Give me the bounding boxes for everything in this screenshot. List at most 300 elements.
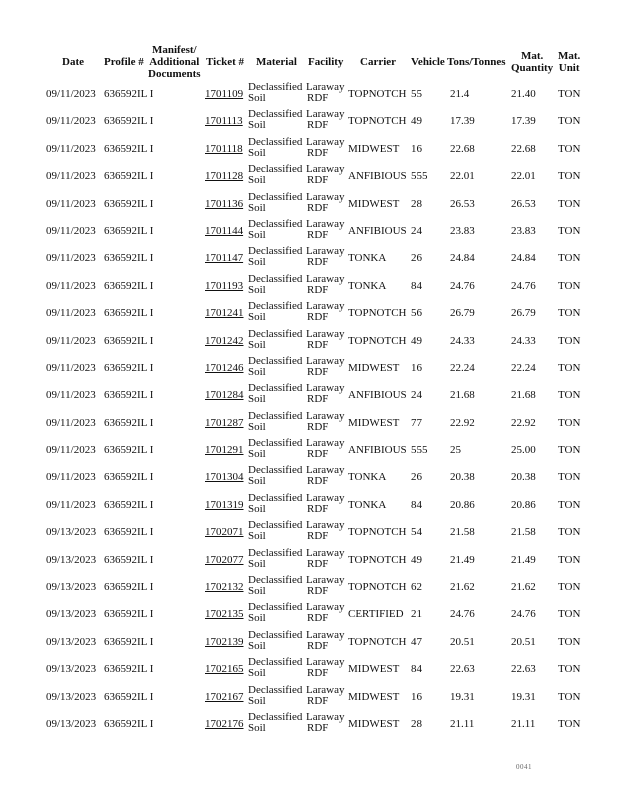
row-material-line: Declassified <box>248 628 303 641</box>
row-facility <box>306 630 344 652</box>
row-material-line: Declassified <box>248 546 303 559</box>
row-vehicle: 84 <box>411 498 422 511</box>
row-facility-line: Laraway <box>306 217 345 230</box>
row-facility <box>306 493 344 515</box>
row-date: 09/11/2023 <box>46 170 96 183</box>
row-date: 09/11/2023 <box>46 142 96 155</box>
row-date: 09/13/2023 <box>46 717 97 730</box>
row-material-line: Soil <box>248 475 266 488</box>
row-profile: 636592IL I <box>104 252 154 265</box>
row-material-line: Declassified <box>248 217 303 230</box>
table-row <box>0 244 618 271</box>
row-mat-unit: TON <box>558 361 581 374</box>
row-material-line: Declassified <box>248 409 303 422</box>
row-facility-line: Laraway <box>306 601 345 614</box>
table-row <box>0 381 618 408</box>
row-carrier: TOPNOTCH <box>348 307 407 320</box>
table-row <box>0 272 618 299</box>
row-carrier: MIDWEST <box>348 142 400 155</box>
row-material-line: Soil <box>248 92 266 104</box>
row-ticket-link[interactable]: 1701304 <box>205 471 244 484</box>
row-material <box>248 685 302 707</box>
row-material <box>248 137 302 159</box>
row-vehicle: 28 <box>411 717 422 730</box>
row-mat-unit: TON <box>558 663 581 676</box>
row-ticket-link[interactable]: 1701241 <box>205 307 244 320</box>
row-ticket-link[interactable]: 1701128 <box>205 170 244 183</box>
row-mat-quantity: 20.86 <box>511 498 536 511</box>
row-vehicle: 77 <box>411 416 422 429</box>
header-mat-unit-line2: Unit <box>558 62 580 74</box>
table-row <box>0 573 618 600</box>
row-mat-unit: TON <box>558 581 581 594</box>
row-ticket-link[interactable]: 1702077 <box>205 553 244 566</box>
row-tons: 22.24 <box>450 361 475 374</box>
row-tons: 21.58 <box>450 526 475 539</box>
table-row <box>0 327 618 354</box>
row-ticket-link[interactable]: 1701319 <box>205 498 244 511</box>
table-row <box>0 217 618 244</box>
row-facility-line: Laraway <box>306 546 345 559</box>
row-mat-unit: TON <box>558 115 581 128</box>
row-facility-line: RDF <box>307 338 329 351</box>
row-material-line: Soil <box>248 502 266 515</box>
header-mat-quantity <box>511 50 553 74</box>
header-mat-unit-line1: Mat. <box>558 50 581 62</box>
row-date: 09/11/2023 <box>46 115 96 128</box>
row-mat-quantity: 17.39 <box>511 115 536 128</box>
row-facility <box>306 602 344 624</box>
row-mat-unit: TON <box>558 444 581 457</box>
row-facility-line: RDF <box>307 174 329 187</box>
header-vehicle: Vehicle <box>411 56 445 68</box>
row-facility-line: Laraway <box>306 409 345 422</box>
row-tons: 22.68 <box>450 142 475 155</box>
row-carrier: ANFIBIOUS <box>348 170 407 183</box>
row-material-line: Declassified <box>248 190 303 203</box>
row-date: 09/11/2023 <box>46 498 96 511</box>
row-profile: 636592IL I <box>104 663 154 676</box>
row-material-line: Declassified <box>248 108 303 121</box>
row-material <box>248 438 302 460</box>
row-mat-unit: TON <box>558 334 581 347</box>
row-carrier: MIDWEST <box>348 197 400 210</box>
table-row <box>0 491 618 518</box>
row-vehicle: 55 <box>411 88 422 100</box>
row-material-line: Declassified <box>248 245 303 258</box>
row-material <box>248 219 302 241</box>
row-material-line: Declassified <box>248 656 303 669</box>
row-date: 09/11/2023 <box>46 416 96 429</box>
row-date: 09/11/2023 <box>46 197 96 210</box>
row-facility <box>306 383 344 405</box>
row-material <box>248 548 302 570</box>
row-vehicle: 28 <box>411 197 422 210</box>
row-tons: 22.92 <box>450 416 475 429</box>
row-mat-quantity: 25.00 <box>511 444 536 457</box>
table-row <box>0 683 618 710</box>
row-material-line: Soil <box>248 311 266 324</box>
row-tons: 24.84 <box>450 252 475 265</box>
row-facility-line: Laraway <box>306 327 345 340</box>
row-facility <box>306 246 344 268</box>
row-mat-unit: TON <box>558 608 581 621</box>
row-vehicle: 16 <box>411 142 422 155</box>
row-mat-unit: TON <box>558 416 581 429</box>
row-profile: 636592IL I <box>104 471 154 484</box>
row-material <box>248 630 302 652</box>
row-facility-line: RDF <box>307 639 329 652</box>
row-material <box>248 192 302 214</box>
row-material-line: Declassified <box>248 491 303 504</box>
row-ticket-link[interactable]: 1702132 <box>205 581 244 594</box>
row-tons: 21.49 <box>450 553 475 566</box>
table-row <box>0 354 618 381</box>
row-mat-quantity: 22.63 <box>511 663 536 676</box>
row-facility-line: RDF <box>307 557 329 570</box>
row-mat-quantity: 22.01 <box>511 170 536 183</box>
row-ticket-link[interactable]: 1702071 <box>205 526 244 539</box>
row-profile: 636592IL I <box>104 170 154 183</box>
row-facility-line: RDF <box>307 612 329 625</box>
row-facility <box>306 219 344 241</box>
row-date: 09/13/2023 <box>46 690 97 703</box>
row-mat-quantity: 24.84 <box>511 252 536 265</box>
row-date: 09/11/2023 <box>46 279 96 292</box>
table-row <box>0 409 618 436</box>
header-material: Material <box>256 56 297 68</box>
row-material-line: Soil <box>248 283 266 296</box>
row-facility <box>306 329 344 351</box>
row-material-line: Declassified <box>248 710 303 723</box>
row-facility-line: Laraway <box>306 81 345 93</box>
row-ticket-link[interactable]: 1702167 <box>205 690 244 703</box>
row-profile: 636592IL I <box>104 115 154 128</box>
row-material <box>248 712 302 734</box>
row-mat-quantity: 22.24 <box>511 361 536 374</box>
row-date: 09/11/2023 <box>46 252 96 265</box>
row-tons: 21.68 <box>450 389 475 402</box>
table-row <box>0 80 618 107</box>
row-facility-line: Laraway <box>306 245 345 258</box>
row-mat-quantity: 26.53 <box>511 197 536 210</box>
row-vehicle: 16 <box>411 690 422 703</box>
header-mat-quantity-line1: Mat. <box>520 50 544 62</box>
row-mat-unit: TON <box>558 307 581 320</box>
row-vehicle: 555 <box>411 170 428 183</box>
row-facility-line: RDF <box>307 448 329 461</box>
row-material-line: Declassified <box>248 135 303 148</box>
row-profile: 636592IL I <box>104 608 154 621</box>
row-facility-line: RDF <box>307 365 329 378</box>
row-mat-unit: TON <box>558 170 581 183</box>
row-carrier: TOPNOTCH <box>348 581 407 594</box>
row-date: 09/13/2023 <box>46 635 97 648</box>
row-date: 09/11/2023 <box>46 224 96 237</box>
row-ticket-link[interactable]: 1701144 <box>205 224 244 237</box>
row-ticket-link[interactable]: 1701136 <box>205 197 244 210</box>
row-material <box>248 356 302 378</box>
row-profile: 636592IL I <box>104 279 154 292</box>
row-ticket-link[interactable]: 1701118 <box>205 142 243 155</box>
row-material-line: Declassified <box>248 327 303 340</box>
row-mat-unit: TON <box>558 142 581 155</box>
row-mat-quantity: 20.38 <box>511 471 536 484</box>
row-facility-line: RDF <box>307 146 329 159</box>
header-carrier: Carrier <box>360 56 397 68</box>
row-material <box>248 657 302 679</box>
header-manifest <box>148 44 201 80</box>
table-row <box>0 463 618 490</box>
row-tons: 26.53 <box>450 197 475 210</box>
row-facility-line: RDF <box>307 420 329 433</box>
row-date: 09/11/2023 <box>46 334 96 347</box>
row-profile: 636592IL I <box>104 389 154 402</box>
row-carrier: MIDWEST <box>348 663 400 676</box>
row-facility-line: Laraway <box>306 300 345 313</box>
row-facility-line: Laraway <box>306 135 345 148</box>
row-ticket-link[interactable]: 1701109 <box>205 88 244 100</box>
row-date: 09/11/2023 <box>46 307 96 320</box>
row-date: 09/13/2023 <box>46 553 97 566</box>
row-vehicle: 56 <box>411 307 422 320</box>
row-mat-unit: TON <box>558 389 581 402</box>
row-facility-line: RDF <box>307 311 329 324</box>
row-ticket-link[interactable]: 1702139 <box>205 635 244 648</box>
row-facility <box>306 465 344 487</box>
row-date: 09/13/2023 <box>46 663 97 676</box>
row-mat-quantity: 21.11 <box>511 717 536 730</box>
row-mat-quantity: 23.83 <box>511 224 536 237</box>
row-facility-line: Laraway <box>306 108 345 121</box>
row-material-line: Soil <box>248 557 266 570</box>
row-material <box>248 329 302 351</box>
row-mat-unit: TON <box>558 553 581 566</box>
row-material-line: Declassified <box>248 519 303 532</box>
row-tons: 22.63 <box>450 663 475 676</box>
row-material <box>248 109 302 131</box>
row-material-line: Declassified <box>248 81 303 93</box>
row-date: 09/11/2023 <box>46 361 96 374</box>
row-facility-line: Laraway <box>306 272 345 285</box>
row-mat-unit: TON <box>558 279 581 292</box>
row-carrier: TOPNOTCH <box>348 635 407 648</box>
row-facility-line: RDF <box>307 228 329 241</box>
row-vehicle: 49 <box>411 553 422 566</box>
row-carrier: MIDWEST <box>348 690 400 703</box>
header-tons: Tons/Tonnes <box>447 56 506 68</box>
row-material-line: Soil <box>248 667 266 680</box>
row-ticket-link[interactable]: 1702135 <box>205 608 244 621</box>
row-facility-line: Laraway <box>306 628 345 641</box>
row-material-line: Soil <box>248 694 266 707</box>
row-mat-unit: TON <box>558 635 581 648</box>
table-row <box>0 600 618 627</box>
row-material-line: Soil <box>248 201 266 214</box>
row-tons: 20.86 <box>450 498 475 511</box>
row-ticket-link[interactable]: 1702165 <box>205 663 244 676</box>
row-facility-line: RDF <box>307 475 329 488</box>
row-facility-line: RDF <box>307 585 329 598</box>
row-carrier: TONKA <box>348 252 387 265</box>
table-row <box>0 655 618 682</box>
row-profile: 636592IL I <box>104 581 154 594</box>
row-material-line: Soil <box>248 365 266 378</box>
row-facility-line: RDF <box>307 530 329 543</box>
row-ticket-link[interactable]: 1701113 <box>205 115 243 128</box>
row-material-line: Declassified <box>248 601 303 614</box>
row-carrier: ANFIBIOUS <box>348 224 407 237</box>
row-facility-line: Laraway <box>306 656 345 669</box>
row-vehicle: 24 <box>411 389 422 402</box>
row-material-line: Declassified <box>248 437 303 450</box>
table-row <box>0 628 618 655</box>
row-tons: 24.76 <box>450 279 475 292</box>
row-mat-unit: TON <box>558 224 581 237</box>
row-facility <box>306 356 344 378</box>
row-facility <box>306 274 344 296</box>
row-material <box>248 465 302 487</box>
row-vehicle: 16 <box>411 361 422 374</box>
row-profile: 636592IL I <box>104 498 154 511</box>
row-carrier: TOPNOTCH <box>348 334 407 347</box>
row-mat-quantity: 26.79 <box>511 307 536 320</box>
header-facility: Facility <box>308 56 344 68</box>
row-profile: 636592IL I <box>104 690 154 703</box>
row-facility-line: Laraway <box>306 491 345 504</box>
row-tons: 25 <box>450 444 461 457</box>
row-profile: 636592IL I <box>104 526 154 539</box>
row-mat-quantity: 21.58 <box>511 526 536 539</box>
row-material <box>248 520 302 542</box>
row-facility-line: Laraway <box>306 464 345 477</box>
row-facility-line: Laraway <box>306 354 345 367</box>
row-mat-quantity: 19.31 <box>511 690 536 703</box>
row-material <box>248 493 302 515</box>
row-material-line: Declassified <box>248 163 303 176</box>
row-facility-line: RDF <box>307 283 329 296</box>
row-carrier: TONKA <box>348 471 387 484</box>
header-date: Date <box>62 56 84 68</box>
row-tons: 20.51 <box>450 635 475 648</box>
row-vehicle: 62 <box>411 581 422 594</box>
row-ticket-link[interactable]: 1702176 <box>205 717 244 730</box>
row-facility-line: Laraway <box>306 382 345 395</box>
row-ticket-link[interactable]: 1701287 <box>205 416 244 429</box>
row-mat-unit: TON <box>558 471 581 484</box>
row-profile: 636592IL I <box>104 197 154 210</box>
row-mat-quantity: 24.33 <box>511 334 536 347</box>
table-row <box>0 436 618 463</box>
row-facility <box>306 685 344 707</box>
row-ticket-link[interactable]: 1701242 <box>205 334 244 347</box>
row-profile: 636592IL I <box>104 307 154 320</box>
row-date: 09/11/2023 <box>46 444 96 457</box>
header-mat-quantity-line2: Quantity <box>511 62 554 74</box>
row-carrier: TONKA <box>348 498 387 511</box>
row-material-line: Soil <box>248 338 266 351</box>
row-facility-line: Laraway <box>306 683 345 696</box>
row-ticket-link[interactable]: 1701246 <box>205 361 244 374</box>
row-facility-line: Laraway <box>306 574 345 587</box>
row-material-line: Declassified <box>248 574 303 587</box>
row-material-line: Soil <box>248 393 266 406</box>
row-profile: 636592IL I <box>104 444 154 457</box>
row-facility-line: Laraway <box>306 163 345 176</box>
row-ticket-link[interactable]: 1701193 <box>205 279 244 292</box>
row-material-line: Soil <box>248 530 266 543</box>
row-facility <box>306 301 344 323</box>
row-facility <box>306 712 344 734</box>
row-profile: 636592IL I <box>104 88 154 100</box>
row-mat-quantity: 21.68 <box>511 389 536 402</box>
row-facility <box>306 657 344 679</box>
row-carrier: TOPNOTCH <box>348 115 407 128</box>
row-facility <box>306 164 344 186</box>
row-profile: 636592IL I <box>104 416 154 429</box>
row-facility <box>306 82 344 104</box>
row-carrier: TOPNOTCH <box>348 88 407 100</box>
row-material <box>248 383 302 405</box>
row-carrier: ANFIBIOUS <box>348 444 407 457</box>
row-material-line: Declassified <box>248 354 303 367</box>
row-vehicle: 84 <box>411 279 422 292</box>
row-ticket-link[interactable]: 1701291 <box>205 444 244 457</box>
row-profile: 636592IL I <box>104 635 154 648</box>
row-vehicle: 555 <box>411 444 428 457</box>
row-material-line: Soil <box>248 448 266 461</box>
row-facility-line: Laraway <box>306 710 345 723</box>
row-vehicle: 26 <box>411 252 422 265</box>
row-facility-line: Laraway <box>306 519 345 532</box>
row-ticket-link[interactable]: 1701284 <box>205 389 244 402</box>
row-carrier: CERTIFIED <box>348 608 404 621</box>
row-mat-quantity: 21.49 <box>511 553 536 566</box>
row-facility-line: RDF <box>307 201 329 214</box>
row-profile: 636592IL I <box>104 553 154 566</box>
row-ticket-link[interactable]: 1701147 <box>205 252 244 265</box>
row-facility <box>306 109 344 131</box>
table-row <box>0 710 618 737</box>
row-facility-line: RDF <box>307 502 329 515</box>
row-vehicle: 54 <box>411 526 422 539</box>
row-material <box>248 301 302 323</box>
row-profile: 636592IL I <box>104 717 154 730</box>
row-facility-line: RDF <box>307 721 329 734</box>
row-tons: 21.4 <box>450 88 470 100</box>
row-material-line: Soil <box>248 256 266 269</box>
header-mat-unit <box>558 50 580 74</box>
row-facility-line: RDF <box>307 256 329 269</box>
row-date: 09/13/2023 <box>46 526 97 539</box>
header-manifest-line3: Documents <box>148 68 201 80</box>
header-profile: Profile # <box>104 56 144 68</box>
header-ticket: Ticket # <box>206 56 244 68</box>
header-manifest-line2: Additional <box>149 56 200 68</box>
row-material <box>248 164 302 186</box>
row-material-line: Soil <box>248 119 266 132</box>
row-facility-line: RDF <box>307 393 329 406</box>
row-facility <box>306 137 344 159</box>
row-facility-line: RDF <box>307 694 329 707</box>
row-material <box>248 575 302 597</box>
row-facility-line: RDF <box>307 92 329 104</box>
row-facility <box>306 575 344 597</box>
row-vehicle: 84 <box>411 663 422 676</box>
row-carrier: MIDWEST <box>348 717 400 730</box>
row-tons: 24.76 <box>450 608 475 621</box>
row-mat-quantity: 20.51 <box>511 635 536 648</box>
